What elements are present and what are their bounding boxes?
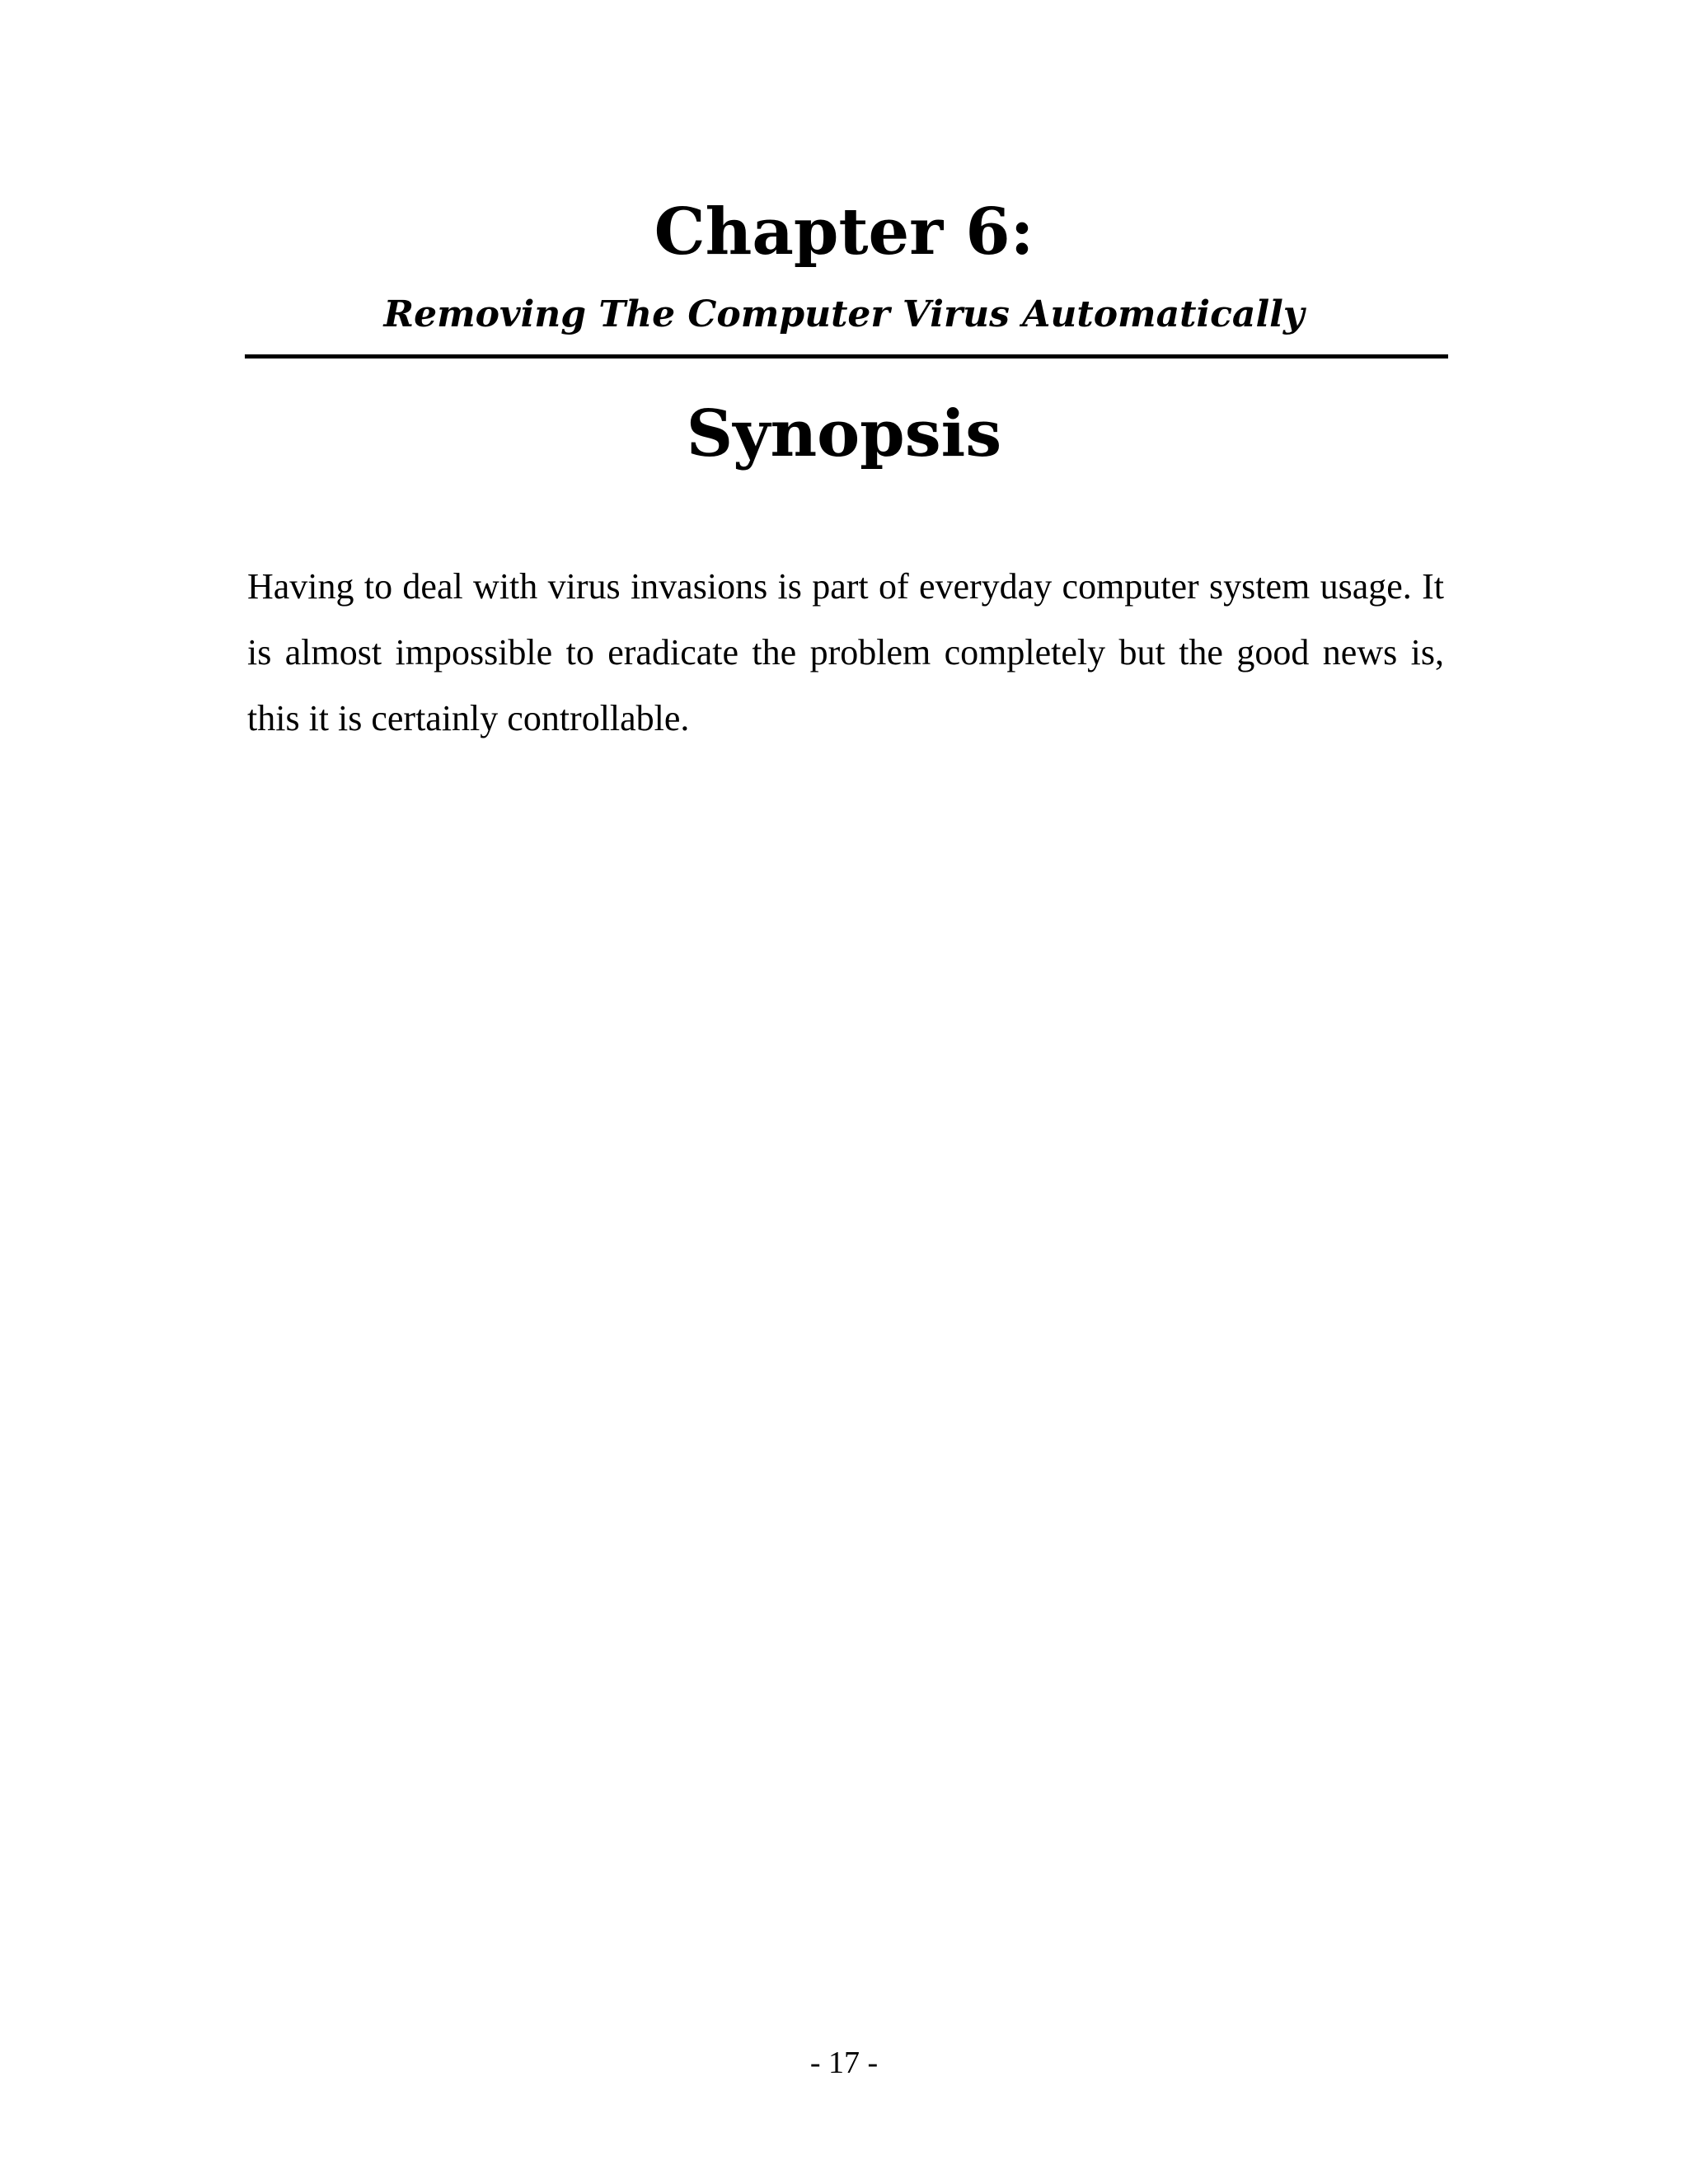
chapter-subtitle: Removing The Computer Virus Automatically — [383, 293, 1305, 335]
body-paragraph: Having to deal with virus invasions is part of everyday computer system usage. It is almost impossible to eradicate the problem completely but the good news is, this it is certainly controllable. — [247, 566, 1444, 738]
page-number: - 17 - — [809, 2046, 879, 2080]
title-divider — [245, 354, 1448, 359]
section-title: Synopsis — [686, 396, 1002, 471]
chapter-title: Chapter 6: — [654, 194, 1034, 269]
